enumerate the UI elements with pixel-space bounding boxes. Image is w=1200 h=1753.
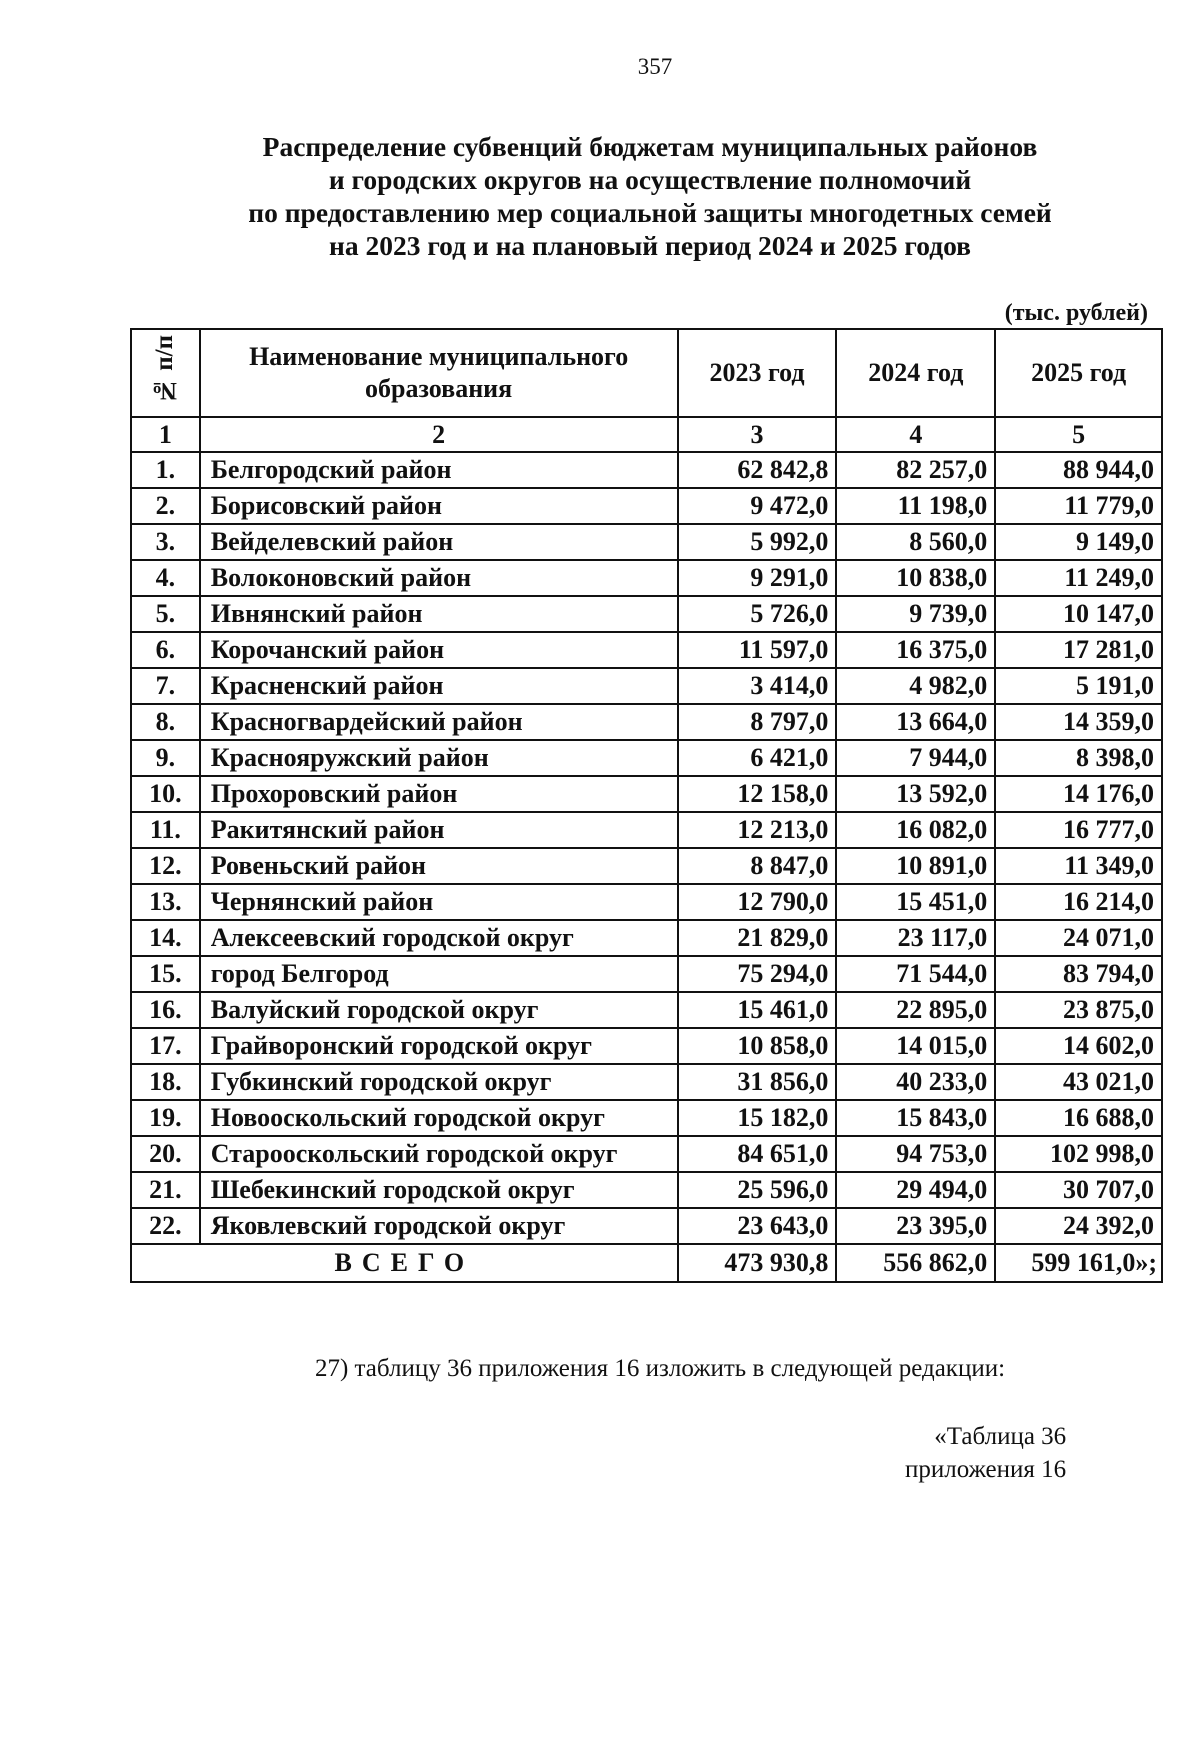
- table-row: [131, 668, 1162, 704]
- header-row: [131, 329, 1162, 417]
- value-2024: 13 664,0: [836, 704, 995, 740]
- table-row: [131, 452, 1162, 488]
- municipality-name: Ивнянский район: [200, 596, 678, 632]
- table-row: [131, 776, 1162, 812]
- table-row: [131, 812, 1162, 848]
- header-2025: 2025 год: [995, 329, 1162, 417]
- value-2025: 11 249,0: [995, 560, 1162, 596]
- value-2024: 16 375,0: [836, 632, 995, 668]
- value-2023: 5 726,0: [678, 596, 837, 632]
- municipality-name: Губкинский городской округ: [200, 1064, 678, 1100]
- value-2023: 75 294,0: [678, 956, 837, 992]
- value-2023: 10 858,0: [678, 1028, 837, 1064]
- value-2025: 9 149,0: [995, 524, 1162, 560]
- header-name: Наименование муниципального образования: [200, 329, 678, 417]
- value-2025: 23 875,0: [995, 992, 1162, 1028]
- table-row: [131, 1172, 1162, 1208]
- column-index: 3: [678, 417, 837, 452]
- value-2025: 43 021,0: [995, 1064, 1162, 1100]
- value-2025: 102 998,0: [995, 1136, 1162, 1172]
- municipality-name: Корочанский район: [200, 632, 678, 668]
- value-2024: 40 233,0: [836, 1064, 995, 1100]
- value-2023: 15 182,0: [678, 1100, 837, 1136]
- value-2024: 9 739,0: [836, 596, 995, 632]
- municipality-name: Белгородский район: [200, 452, 678, 488]
- column-index: 4: [836, 417, 995, 452]
- table-row: [131, 1136, 1162, 1172]
- municipality-name: Яковлевский городской округ: [200, 1208, 678, 1244]
- municipality-name: Красненский район: [200, 668, 678, 704]
- value-2024: 23 395,0: [836, 1208, 995, 1244]
- municipality-name: город Белгород: [200, 956, 678, 992]
- value-2023: 31 856,0: [678, 1064, 837, 1100]
- table-row: [131, 848, 1162, 884]
- unit-label: (тыс. рублей): [1004, 300, 1148, 326]
- municipality-name: Ровеньский район: [200, 848, 678, 884]
- municipality-name: Новооскольский городской округ: [200, 1100, 678, 1136]
- table-row: [131, 1028, 1162, 1064]
- table-row: [131, 560, 1162, 596]
- table-row: [131, 992, 1162, 1028]
- table-row: [131, 596, 1162, 632]
- value-2023: 84 651,0: [678, 1136, 837, 1172]
- title-line: на 2023 год и на плановый период 2024 и 2025 годов: [328, 230, 972, 261]
- row-number: 9.: [131, 740, 200, 776]
- value-2024: 15 451,0: [836, 884, 995, 920]
- value-2023: 9 472,0: [678, 488, 837, 524]
- value-2025: 14 602,0: [995, 1028, 1162, 1064]
- value-2024: 11 198,0: [836, 488, 995, 524]
- value-2025: 30 707,0: [995, 1172, 1162, 1208]
- value-2024: 15 843,0: [836, 1100, 995, 1136]
- table-row: [131, 884, 1162, 920]
- table-row: [131, 1208, 1162, 1244]
- value-2024: 22 895,0: [836, 992, 995, 1028]
- value-2024: 82 257,0: [836, 452, 995, 488]
- row-number: 16.: [131, 992, 200, 1028]
- row-number: 11.: [131, 812, 200, 848]
- municipality-name: Борисовский район: [200, 488, 678, 524]
- total-2023: 473 930,8: [678, 1244, 837, 1282]
- value-2024: 8 560,0: [836, 524, 995, 560]
- table-row: [131, 1100, 1162, 1136]
- header-2024: 2024 год: [836, 329, 995, 417]
- row-number: 5.: [131, 596, 200, 632]
- value-2024: 14 015,0: [836, 1028, 995, 1064]
- row-number: 18.: [131, 1064, 200, 1100]
- table-row: [131, 704, 1162, 740]
- row-number: 17.: [131, 1028, 200, 1064]
- table-row: [131, 632, 1162, 668]
- value-2023: 12 213,0: [678, 812, 837, 848]
- table-reference-line: «Таблица 36: [934, 1423, 1067, 1450]
- value-2023: 23 643,0: [678, 1208, 837, 1244]
- value-2023: 15 461,0: [678, 992, 837, 1028]
- table-row: [131, 1064, 1162, 1100]
- table-reference-line: приложения 16: [905, 1456, 1067, 1483]
- value-2025: 16 214,0: [995, 884, 1162, 920]
- municipality-name: Грайворонский городской округ: [200, 1028, 678, 1064]
- total-2024: 556 862,0: [836, 1244, 995, 1282]
- municipality-name: Вейделевский район: [200, 524, 678, 560]
- value-2023: 12 158,0: [678, 776, 837, 812]
- value-2023: 25 596,0: [678, 1172, 837, 1208]
- table-row: [131, 740, 1162, 776]
- municipality-name: Прохоровский район: [200, 776, 678, 812]
- value-2025: 11 779,0: [995, 488, 1162, 524]
- row-number: 1.: [131, 452, 200, 488]
- value-2023: 6 421,0: [678, 740, 837, 776]
- value-2025: 24 392,0: [995, 1208, 1162, 1244]
- title-line: по предоставлению мер социальной защиты многодетных семей: [248, 197, 1052, 228]
- amendment-note: 27) таблицу 36 приложения 16 изложить в следующей редакции:: [314, 1355, 1006, 1382]
- total-row: [131, 1244, 1162, 1282]
- value-2025: 5 191,0: [995, 668, 1162, 704]
- value-2023: 8 797,0: [678, 704, 837, 740]
- municipality-name: Волоконовский район: [200, 560, 678, 596]
- row-number: 7.: [131, 668, 200, 704]
- value-2024: 71 544,0: [836, 956, 995, 992]
- value-2025: 16 688,0: [995, 1100, 1162, 1136]
- column-index: 1: [131, 417, 200, 452]
- row-number: 2.: [131, 488, 200, 524]
- column-index: 5: [995, 417, 1162, 452]
- value-2024: 23 117,0: [836, 920, 995, 956]
- title-line: Распределение субвенций бюджетам муниципальных районов: [262, 131, 1038, 162]
- row-number: 22.: [131, 1208, 200, 1244]
- value-2025: 14 176,0: [995, 776, 1162, 812]
- value-2024: 10 838,0: [836, 560, 995, 596]
- value-2023: 3 414,0: [678, 668, 837, 704]
- municipality-name: Валуйский городской округ: [200, 992, 678, 1028]
- value-2024: 94 753,0: [836, 1136, 995, 1172]
- page-number: 357: [637, 54, 673, 79]
- value-2025: 11 349,0: [995, 848, 1162, 884]
- value-2024: 4 982,0: [836, 668, 995, 704]
- row-number: 8.: [131, 704, 200, 740]
- value-2023: 8 847,0: [678, 848, 837, 884]
- value-2024: 10 891,0: [836, 848, 995, 884]
- header-no-label: № п/п: [151, 334, 179, 404]
- total-2025: 599 161,0»;: [995, 1244, 1162, 1282]
- column-index: 2: [200, 417, 678, 452]
- row-number: 19.: [131, 1100, 200, 1136]
- value-2023: 5 992,0: [678, 524, 837, 560]
- total-label: ВСЕГО: [131, 1244, 678, 1282]
- row-number: 21.: [131, 1172, 200, 1208]
- municipality-name: Чернянский район: [200, 884, 678, 920]
- value-2025: 14 359,0: [995, 704, 1162, 740]
- table-row: [131, 524, 1162, 560]
- column-index-row: [131, 417, 1162, 452]
- table-row: [131, 488, 1162, 524]
- municipality-name: Старооскольский городской округ: [200, 1136, 678, 1172]
- table-body: [131, 452, 1162, 1244]
- value-2024: 13 592,0: [836, 776, 995, 812]
- row-number: 10.: [131, 776, 200, 812]
- value-2023: 11 597,0: [678, 632, 837, 668]
- municipality-name: Ракитянский район: [200, 812, 678, 848]
- row-number: 4.: [131, 560, 200, 596]
- row-number: 6.: [131, 632, 200, 668]
- value-2025: 10 147,0: [995, 596, 1162, 632]
- municipality-name: Краснояружский район: [200, 740, 678, 776]
- row-number: 12.: [131, 848, 200, 884]
- municipality-name: Красногвардейский район: [200, 704, 678, 740]
- municipality-name: Алексеевский городской округ: [200, 920, 678, 956]
- row-number: 15.: [131, 956, 200, 992]
- value-2025: 24 071,0: [995, 920, 1162, 956]
- value-2024: 7 944,0: [836, 740, 995, 776]
- title-line: и городских округов на осуществление полномочий: [328, 164, 972, 195]
- value-2024: 29 494,0: [836, 1172, 995, 1208]
- document-title: [150, 130, 1150, 262]
- table-row: [131, 956, 1162, 992]
- table-row: [131, 920, 1162, 956]
- row-number: 14.: [131, 920, 200, 956]
- row-number: 3.: [131, 524, 200, 560]
- value-2023: 12 790,0: [678, 884, 837, 920]
- value-2025: 8 398,0: [995, 740, 1162, 776]
- municipality-name: Шебекинский городской округ: [200, 1172, 678, 1208]
- value-2025: 17 281,0: [995, 632, 1162, 668]
- row-number: 13.: [131, 884, 200, 920]
- subvention-table: [130, 328, 1163, 1283]
- value-2025: 16 777,0: [995, 812, 1162, 848]
- row-number: 20.: [131, 1136, 200, 1172]
- value-2025: 83 794,0: [995, 956, 1162, 992]
- value-2023: 62 842,8: [678, 452, 837, 488]
- value-2023: 9 291,0: [678, 560, 837, 596]
- value-2023: 21 829,0: [678, 920, 837, 956]
- table-reference: [905, 1420, 1066, 1486]
- header-2023: 2023 год: [678, 329, 837, 417]
- value-2024: 16 082,0: [836, 812, 995, 848]
- header-no: [131, 329, 200, 417]
- value-2025: 88 944,0: [995, 452, 1162, 488]
